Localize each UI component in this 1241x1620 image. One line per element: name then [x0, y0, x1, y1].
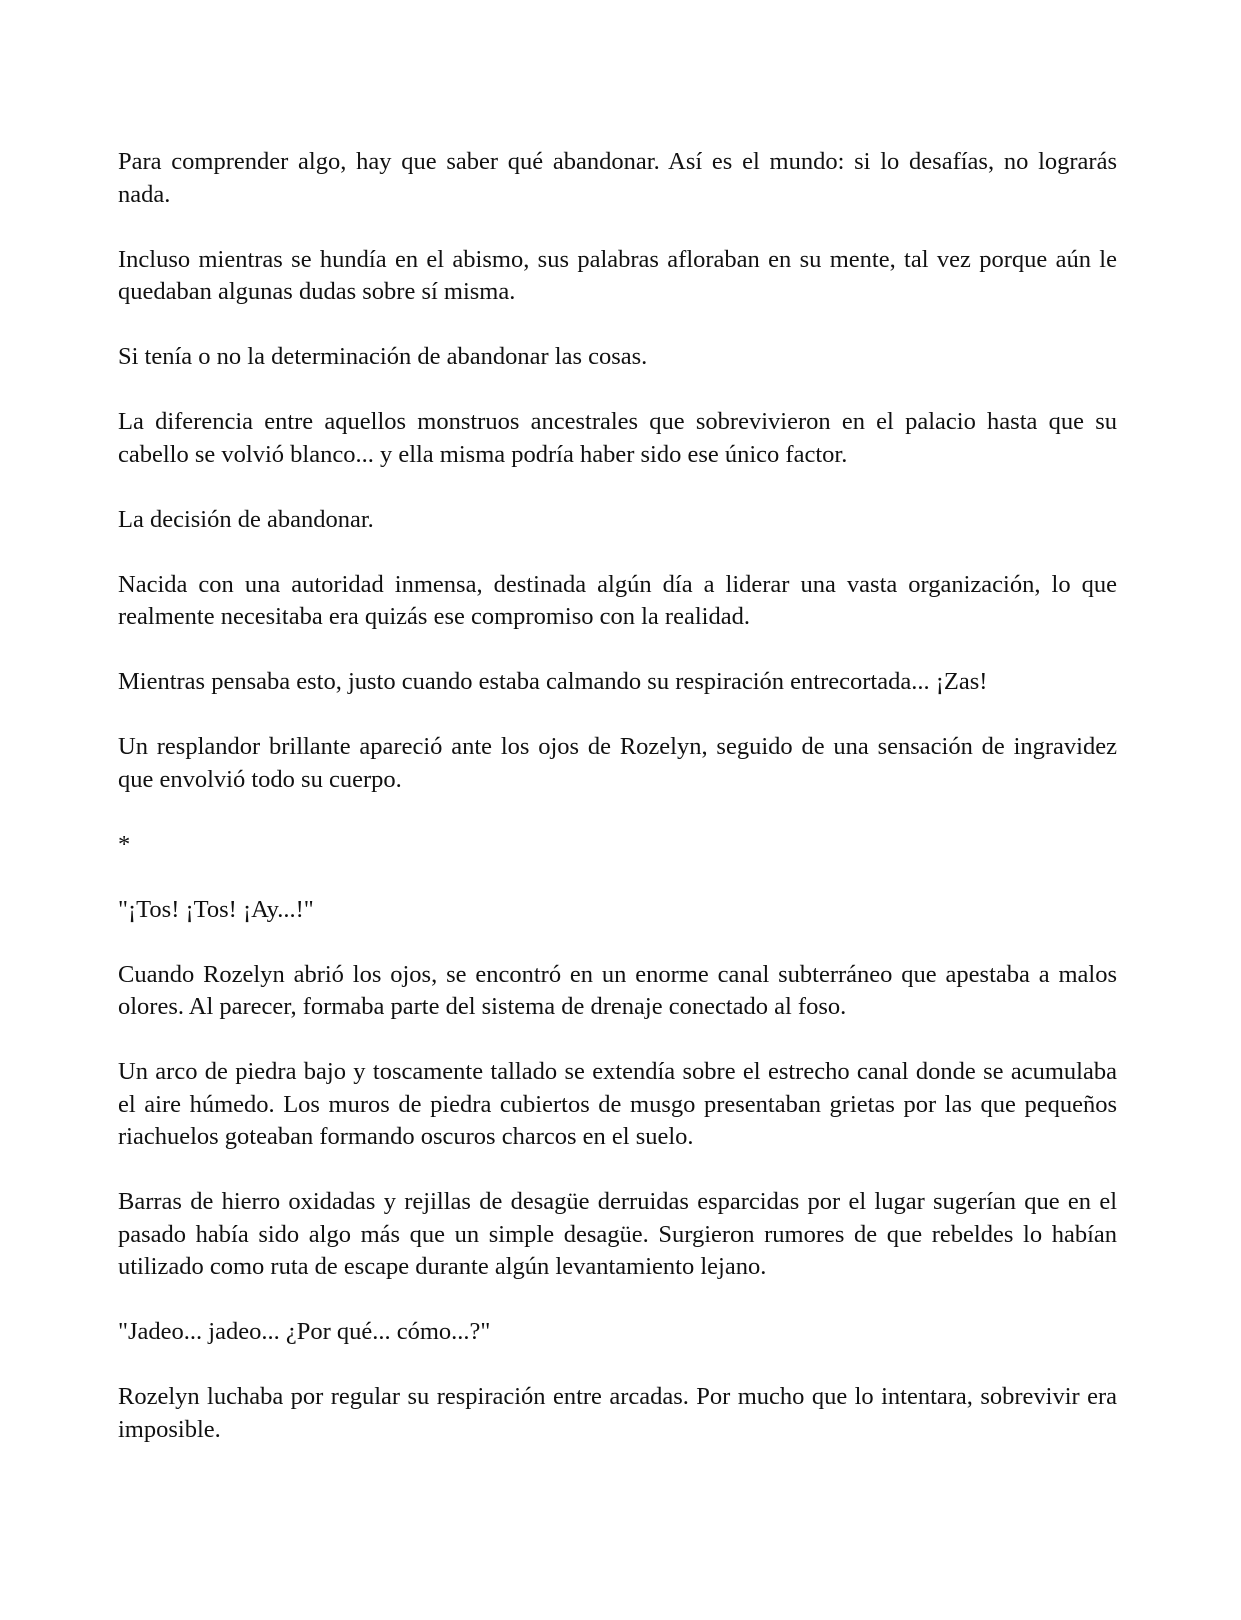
- paragraph-14: "Jadeo... jadeo... ¿Por qué... cómo...?": [118, 1318, 491, 1345]
- paragraph-3: Si tenía o no la determinación de abandonar las cosas.: [118, 343, 648, 370]
- paragraph-12: Un arco de piedra bajo y toscamente tallado se extendía sobre el estrecho canal donde se acumulaba el aire húmedo. Los muros de piedra cubiertos de musgo presentaban grietas por las que pequeños riachuelos goteaban formando oscuros charcos en el suelo.: [118, 1058, 1117, 1150]
- paragraph-11: Cuando Rozelyn abrió los ojos, se encontró en un enorme canal subterráneo que apestaba a malos olores. Al parecer, formaba parte del sistema de drenaje conectado al foso.: [118, 960, 1117, 1020]
- paragraph-5: La decisión de abandonar.: [118, 505, 374, 533]
- paragraph-6: Nacida con una autoridad inmensa, destinada algún día a liderar una vasta organización, lo que realmente necesitaba era quizás ese compromiso con la realidad.: [118, 570, 1117, 630]
- paragraph-1: Para comprender algo, hay que saber qué abandonar. Así es el mundo: si lo desafías, no lograrás nada.: [118, 148, 1117, 208]
- paragraph-10: "¡Tos! ¡Tos! ¡Ay...!": [118, 895, 314, 923]
- document-page: [118, 146, 1117, 1479]
- paragraph-15: Rozelyn luchaba por regular su respiración entre arcadas. Por mucho que lo intentara, sobrevivir era imposible.: [118, 1383, 1117, 1443]
- paragraph-13: Barras de hierro oxidadas y rejillas de desagüe derruidas esparcidas por el lugar sugerían que en el pasado había sido algo más que un simple desagüe. Surgieron rumores de que rebeldes lo habían utilizado como ruta de escape durante algún levantamiento lejano.: [118, 1188, 1117, 1280]
- paragraph-7: Mientras pensaba esto, justo cuando estaba calmando su respiración entrecortada... ¡Zas!: [118, 668, 988, 695]
- paragraph-8: Un resplandor brillante apareció ante los ojos de Rozelyn, seguido de una sensación de ingravidez que envolvió todo su cuerpo.: [118, 733, 1117, 793]
- paragraph-2: Incluso mientras se hundía en el abismo, sus palabras afloraban en su mente, tal vez porque aún le quedaban algunas dudas sobre sí misma.: [118, 245, 1117, 305]
- paragraph-4: La diferencia entre aquellos monstruos ancestrales que sobrevivieron en el palacio hasta que su cabello se volvió blanco... y ella misma podría haber sido ese único factor.: [118, 408, 1117, 468]
- scene-break: *: [118, 830, 131, 858]
